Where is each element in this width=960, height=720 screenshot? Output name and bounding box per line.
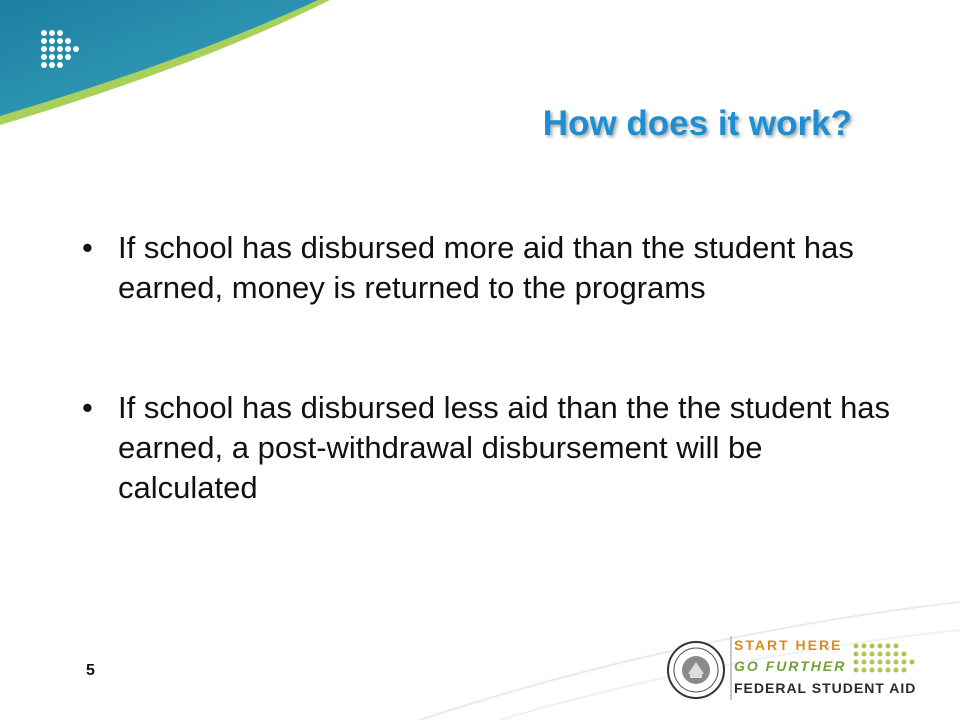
bullet-item bbox=[82, 228, 902, 308]
bullet-text: If school has disbursed less aid than the the student has earned, a post-withdrawal disbursement will be calculated bbox=[118, 390, 891, 505]
logo-line-go-further: GO FURTHER bbox=[734, 658, 847, 674]
bullet-marker: • bbox=[82, 230, 93, 265]
department-of-education-seal-icon bbox=[666, 640, 726, 700]
bullet-marker: • bbox=[82, 390, 93, 425]
bullet-item bbox=[82, 388, 902, 508]
federal-student-aid-logo bbox=[666, 636, 926, 716]
logo-line-federal-student-aid: FEDERAL STUDENT AID bbox=[734, 680, 917, 696]
arrow-dots-logo-icon bbox=[38, 28, 88, 70]
page-number: 5 bbox=[86, 662, 95, 679]
slide-title: How does it work? bbox=[542, 104, 852, 143]
logo-line-start-here: START HERE bbox=[734, 637, 843, 653]
bullet-text: If school has disbursed more aid than the student has earned, money is returned to the programs bbox=[118, 230, 854, 305]
green-dot-grid-icon bbox=[852, 642, 924, 682]
logo-divider bbox=[730, 636, 732, 700]
bullet-list bbox=[82, 228, 902, 508]
